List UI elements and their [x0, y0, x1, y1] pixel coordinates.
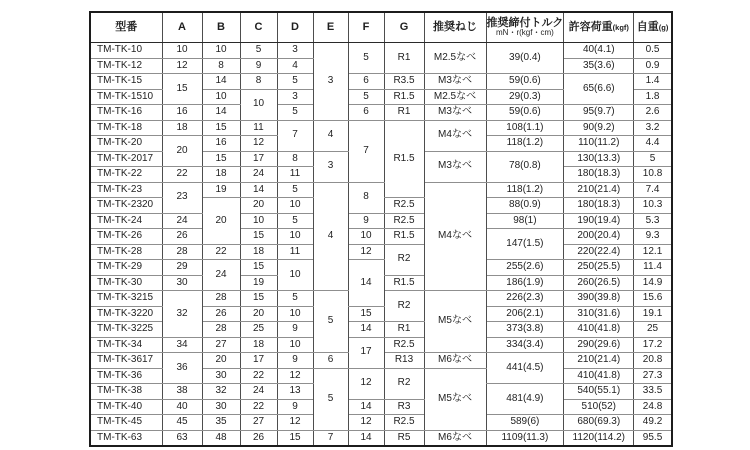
col-header-label: 型番 [115, 21, 138, 34]
cell-f: 14 [348, 399, 384, 415]
cell-b: 20 [202, 198, 240, 245]
cell-screw: M5なべ [424, 291, 486, 353]
cell-f: 10 [348, 229, 384, 245]
cell-e: 6 [313, 353, 348, 369]
cell-d: 10 [277, 229, 313, 245]
cell-c: 15 [240, 260, 277, 276]
cell-model: TM-TK-2017 [90, 151, 162, 167]
cell-d: 3 [277, 43, 313, 59]
col-header-g [384, 12, 424, 43]
cell-g: R5 [384, 430, 424, 446]
cell-model: TM-TK-3617 [90, 353, 162, 369]
cell-e: 5 [313, 291, 348, 353]
cell-b: 30 [202, 368, 240, 384]
cell-c: 15 [240, 291, 277, 307]
cell-c: 20 [240, 306, 277, 322]
table-body [90, 43, 672, 447]
cell-load: 190(19.4) [564, 213, 634, 229]
col-header-weight [634, 12, 672, 43]
cell-a: 24 [162, 213, 202, 229]
cell-screw: M2.5なべ [424, 43, 486, 74]
cell-a: 28 [162, 244, 202, 260]
cell-b: 24 [202, 260, 240, 291]
cell-a: 12 [162, 58, 202, 74]
cell-model: TM-TK-29 [90, 260, 162, 276]
cell-c: 10 [240, 213, 277, 229]
cell-model: TM-TK-36 [90, 368, 162, 384]
cell-load: 680(69.3) [564, 415, 634, 431]
cell-g: R2.5 [384, 415, 424, 431]
cell-load: 540(55.1) [564, 384, 634, 400]
col-header-label: 推奨ねじ [433, 21, 477, 34]
cell-a: 22 [162, 167, 202, 183]
cell-a: 16 [162, 105, 202, 121]
cell-weight: 9.3 [634, 229, 672, 245]
cell-model: TM-TK-45 [90, 415, 162, 431]
cell-model: TM-TK-10 [90, 43, 162, 59]
cell-e: 5 [313, 368, 348, 430]
cell-model: TM-TK-1510 [90, 89, 162, 105]
cell-weight: 49.2 [634, 415, 672, 431]
cell-f: 8 [348, 182, 384, 213]
cell-model: TM-TK-3220 [90, 306, 162, 322]
cell-torque: 226(2.3) [486, 291, 564, 307]
cell-g: R2 [384, 368, 424, 399]
cell-weight: 1.4 [634, 74, 672, 90]
cell-b: 32 [202, 384, 240, 400]
cell-g: R1.5 [384, 229, 424, 245]
cell-c: 18 [240, 244, 277, 260]
cell-g: R2 [384, 291, 424, 322]
cell-d: 8 [277, 151, 313, 167]
cell-b: 20 [202, 353, 240, 369]
cell-d: 9 [277, 322, 313, 338]
cell-d: 11 [277, 244, 313, 260]
cell-e: 4 [313, 182, 348, 291]
cell-screw: M4なべ [424, 182, 486, 291]
cell-torque: 1109(11.3) [486, 430, 564, 446]
cell-model: TM-TK-3225 [90, 322, 162, 338]
table-row [90, 74, 672, 90]
cell-c: 20 [240, 198, 277, 214]
cell-d: 10 [277, 337, 313, 353]
cell-c: 10 [240, 89, 277, 120]
cell-d: 15 [277, 430, 313, 446]
cell-weight: 14.9 [634, 275, 672, 291]
cell-c: 27 [240, 415, 277, 431]
cell-model: TM-TK-63 [90, 430, 162, 446]
table-row [90, 337, 672, 353]
cell-load: 200(20.4) [564, 229, 634, 245]
cell-weight: 25 [634, 322, 672, 338]
cell-f: 12 [348, 244, 384, 260]
cell-torque: 186(1.9) [486, 275, 564, 291]
cell-torque: 39(0.4) [486, 43, 564, 74]
cell-torque: 206(2.1) [486, 306, 564, 322]
table-row [90, 213, 672, 229]
cell-weight: 1.8 [634, 89, 672, 105]
cell-weight: 7.4 [634, 182, 672, 198]
col-header-b [202, 12, 240, 43]
col-header-torque [486, 12, 564, 43]
col-header-unit: (kgf) [612, 23, 629, 33]
cell-weight: 3.2 [634, 120, 672, 136]
cell-torque: 59(0.6) [486, 105, 564, 121]
cell-a: 38 [162, 384, 202, 400]
cell-b: 10 [202, 89, 240, 105]
cell-b: 26 [202, 306, 240, 322]
cell-c: 19 [240, 275, 277, 291]
table-row [90, 182, 672, 198]
cell-c: 18 [240, 337, 277, 353]
table-row [90, 399, 672, 415]
cell-a: 20 [162, 136, 202, 167]
cell-g: R1 [384, 322, 424, 338]
cell-g: R1 [384, 43, 424, 74]
cell-f: 12 [348, 415, 384, 431]
cell-model: TM-TK-22 [90, 167, 162, 183]
cell-b: 14 [202, 74, 240, 90]
cell-screw: M3なべ [424, 74, 486, 90]
cell-weight: 11.4 [634, 260, 672, 276]
cell-load: 210(21.4) [564, 353, 634, 369]
cell-torque: 29(0.3) [486, 89, 564, 105]
cell-a: 30 [162, 275, 202, 291]
cell-model: TM-TK-23 [90, 182, 162, 198]
cell-d: 5 [277, 291, 313, 307]
cell-torque: 147(1.5) [486, 229, 564, 260]
cell-g: R2.5 [384, 198, 424, 214]
cell-load: 390(39.8) [564, 291, 634, 307]
cell-torque: 108(1.1) [486, 120, 564, 136]
cell-d: 4 [277, 58, 313, 74]
cell-d: 5 [277, 74, 313, 90]
cell-screw: M6なべ [424, 353, 486, 369]
cell-e: 4 [313, 120, 348, 151]
cell-load: 220(22.4) [564, 244, 634, 260]
cell-g: R1.5 [384, 120, 424, 198]
table-header [90, 12, 672, 43]
table-row [90, 105, 672, 121]
cell-f: 5 [348, 89, 384, 105]
cell-d: 12 [277, 368, 313, 384]
cell-c: 8 [240, 74, 277, 90]
cell-load: 290(29.6) [564, 337, 634, 353]
cell-model: TM-TK-30 [90, 275, 162, 291]
cell-g: R2 [384, 244, 424, 275]
cell-e: 7 [313, 430, 348, 446]
col-header-subunit: mN・r(kgf・cm) [496, 28, 554, 38]
cell-c: 14 [240, 182, 277, 198]
cell-torque: 88(0.9) [486, 198, 564, 214]
table-row [90, 260, 672, 276]
cell-torque: 334(3.4) [486, 337, 564, 353]
col-header-label: 許容荷重 [568, 21, 613, 34]
cell-load: 40(4.1) [564, 43, 634, 59]
cell-torque: 481(4.9) [486, 384, 564, 415]
col-header-label: 推奨締付トルク [486, 17, 564, 30]
cell-model: TM-TK-20 [90, 136, 162, 152]
table-row [90, 120, 672, 136]
cell-torque: 98(1) [486, 213, 564, 229]
cell-d: 5 [277, 105, 313, 121]
header-row [90, 12, 672, 43]
cell-load: 410(41.8) [564, 322, 634, 338]
table-row [90, 430, 672, 446]
cell-weight: 4.4 [634, 136, 672, 152]
cell-c: 15 [240, 229, 277, 245]
cell-torque: 59(0.6) [486, 74, 564, 90]
cell-load: 250(25.5) [564, 260, 634, 276]
cell-f: 12 [348, 368, 384, 399]
cell-weight: 0.9 [634, 58, 672, 74]
cell-d: 10 [277, 198, 313, 214]
cell-load: 510(52) [564, 399, 634, 415]
cell-load: 130(13.3) [564, 151, 634, 167]
cell-weight: 19.1 [634, 306, 672, 322]
cell-a: 26 [162, 229, 202, 245]
cell-model: TM-TK-40 [90, 399, 162, 415]
cell-a: 10 [162, 43, 202, 59]
cell-model: TM-TK-26 [90, 229, 162, 245]
cell-a: 63 [162, 430, 202, 446]
cell-c: 22 [240, 399, 277, 415]
cell-weight: 0.5 [634, 43, 672, 59]
cell-model: TM-TK-12 [90, 58, 162, 74]
cell-load: 310(31.6) [564, 306, 634, 322]
cell-weight: 2.6 [634, 105, 672, 121]
cell-c: 25 [240, 322, 277, 338]
cell-weight: 5 [634, 151, 672, 167]
cell-a: 15 [162, 74, 202, 105]
cell-model: TM-TK-28 [90, 244, 162, 260]
cell-weight: 24.8 [634, 399, 672, 415]
col-header-label: D [291, 21, 299, 34]
table-row [90, 43, 672, 59]
cell-load: 35(3.6) [564, 58, 634, 74]
cell-screw: M6なべ [424, 430, 486, 446]
col-header-unit: (g) [658, 23, 669, 33]
cell-torque: 118(1.2) [486, 182, 564, 198]
cell-a: 36 [162, 353, 202, 384]
cell-d: 9 [277, 353, 313, 369]
cell-b: 10 [202, 43, 240, 59]
cell-c: 26 [240, 430, 277, 446]
cell-load: 260(26.5) [564, 275, 634, 291]
cell-d: 5 [277, 213, 313, 229]
cell-g: R1 [384, 105, 424, 121]
cell-f: 14 [348, 322, 384, 338]
cell-model: TM-TK-34 [90, 337, 162, 353]
cell-g: R13 [384, 353, 424, 369]
cell-d: 5 [277, 182, 313, 198]
cell-b: 28 [202, 291, 240, 307]
cell-torque: 78(0.8) [486, 151, 564, 182]
cell-load: 95(9.7) [564, 105, 634, 121]
cell-load: 210(21.4) [564, 182, 634, 198]
cell-d: 10 [277, 260, 313, 291]
cell-e: 3 [313, 151, 348, 182]
cell-b: 8 [202, 58, 240, 74]
cell-b: 30 [202, 399, 240, 415]
cell-f: 14 [348, 430, 384, 446]
col-header-label: A [178, 21, 186, 34]
col-header-label: B [217, 21, 225, 34]
cell-a: 32 [162, 291, 202, 338]
cell-c: 24 [240, 384, 277, 400]
cell-screw: M4なべ [424, 120, 486, 151]
cell-b: 14 [202, 105, 240, 121]
cell-g: R1.5 [384, 275, 424, 291]
cell-torque: 255(2.6) [486, 260, 564, 276]
cell-weight: 20.8 [634, 353, 672, 369]
cell-c: 22 [240, 368, 277, 384]
cell-g: R1.5 [384, 89, 424, 105]
table-row [90, 415, 672, 431]
cell-a: 18 [162, 120, 202, 136]
cell-weight: 10.8 [634, 167, 672, 183]
cell-a: 40 [162, 399, 202, 415]
cell-model: TM-TK-18 [90, 120, 162, 136]
cell-d: 12 [277, 415, 313, 431]
cell-b: 18 [202, 167, 240, 183]
cell-weight: 17.2 [634, 337, 672, 353]
cell-f: 5 [348, 43, 384, 74]
col-header-model [90, 12, 162, 43]
cell-weight: 27.3 [634, 368, 672, 384]
col-header-screw [424, 12, 486, 43]
cell-load: 180(18.3) [564, 167, 634, 183]
cell-f: 6 [348, 74, 384, 90]
cell-model: TM-TK-16 [90, 105, 162, 121]
cell-a: 29 [162, 260, 202, 276]
cell-screw: M3なべ [424, 105, 486, 121]
cell-d: 11 [277, 167, 313, 183]
cell-g: R3.5 [384, 74, 424, 90]
cell-f: 15 [348, 306, 384, 322]
cell-d: 13 [277, 384, 313, 400]
cell-a: 34 [162, 337, 202, 353]
cell-load: 410(41.8) [564, 368, 634, 384]
spec-table [89, 11, 673, 447]
cell-weight: 33.5 [634, 384, 672, 400]
cell-d: 3 [277, 89, 313, 105]
cell-weight: 95.5 [634, 430, 672, 446]
cell-load: 90(9.2) [564, 120, 634, 136]
cell-b: 15 [202, 120, 240, 136]
col-header-label: E [326, 21, 335, 34]
cell-b: 15 [202, 151, 240, 167]
cell-model: TM-TK-38 [90, 384, 162, 400]
col-header-a [162, 12, 202, 43]
cell-model: TM-TK-15 [90, 74, 162, 90]
cell-e: 3 [313, 43, 348, 121]
cell-c: 17 [240, 151, 277, 167]
col-header-c [240, 12, 277, 43]
cell-weight: 10.3 [634, 198, 672, 214]
cell-torque: 589(6) [486, 415, 564, 431]
cell-b: 48 [202, 430, 240, 446]
col-header-label: G [399, 21, 409, 34]
cell-a: 45 [162, 415, 202, 431]
cell-g: R3 [384, 399, 424, 415]
cell-f: 6 [348, 105, 384, 121]
cell-b: 28 [202, 322, 240, 338]
cell-g: R2.5 [384, 337, 424, 353]
col-header-d [277, 12, 313, 43]
col-header-f [348, 12, 384, 43]
cell-screw: M2.5なべ [424, 89, 486, 105]
cell-model: TM-TK-24 [90, 213, 162, 229]
cell-b: 19 [202, 182, 240, 198]
cell-weight: 15.6 [634, 291, 672, 307]
cell-c: 11 [240, 120, 277, 136]
cell-torque: 373(3.8) [486, 322, 564, 338]
col-header-label: F [362, 21, 370, 34]
cell-d: 10 [277, 306, 313, 322]
spec-table-container [89, 11, 673, 447]
cell-c: 12 [240, 136, 277, 152]
cell-d: 7 [277, 120, 313, 151]
cell-c: 5 [240, 43, 277, 59]
cell-torque: 441(4.5) [486, 353, 564, 384]
cell-load: 1120(114.2) [564, 430, 634, 446]
cell-f: 14 [348, 260, 384, 307]
cell-screw: M3なべ [424, 151, 486, 182]
cell-screw: M5なべ [424, 368, 486, 430]
cell-b: 22 [202, 244, 240, 260]
cell-f: 7 [348, 120, 384, 182]
col-header-label: C [254, 21, 263, 34]
cell-b: 27 [202, 337, 240, 353]
cell-load: 180(18.3) [564, 198, 634, 214]
table-row [90, 229, 672, 245]
cell-b: 35 [202, 415, 240, 431]
col-header-load [564, 12, 634, 43]
cell-b: 16 [202, 136, 240, 152]
cell-torque: 118(1.2) [486, 136, 564, 152]
cell-c: 17 [240, 353, 277, 369]
cell-f: 17 [348, 337, 384, 368]
cell-weight: 12.1 [634, 244, 672, 260]
cell-c: 24 [240, 167, 277, 183]
cell-model: TM-TK-3215 [90, 291, 162, 307]
col-header-label: 自重 [636, 21, 659, 34]
cell-load: 65(6.6) [564, 74, 634, 105]
col-header-e [313, 12, 348, 43]
cell-a: 23 [162, 182, 202, 213]
cell-model: TM-TK-2320 [90, 198, 162, 214]
table-row [90, 244, 672, 260]
cell-load: 110(11.2) [564, 136, 634, 152]
cell-f: 9 [348, 213, 384, 229]
cell-c: 9 [240, 58, 277, 74]
cell-d: 9 [277, 399, 313, 415]
cell-g: R2.5 [384, 213, 424, 229]
cell-weight: 5.3 [634, 213, 672, 229]
